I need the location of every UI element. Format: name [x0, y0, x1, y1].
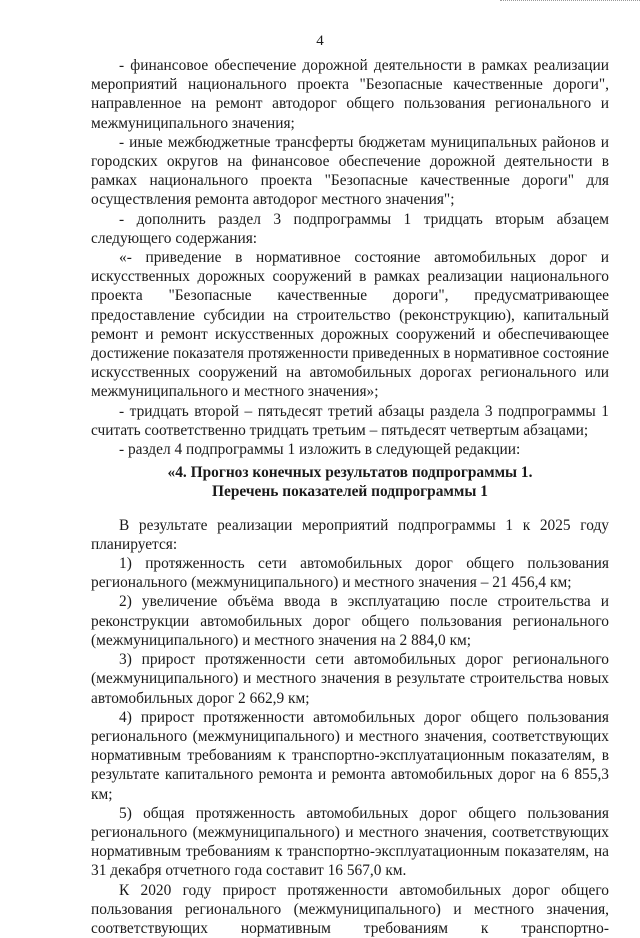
result-item-4: 4) прирост протяженности автомобильных дорог общего пользования регионального (межмуниципального) и местного значения, соответствующих нормативным требованиям к транспортно-эксплуатационным показателям, в результате капитального ремонта и ремонта автомобильных дорог на 6 855,3 км; [91, 708, 609, 803]
paragraph-amend-section-3: - дополнить раздел 3 подпрограммы 1 тридцать вторым абзацем следующего содержания: [91, 210, 609, 247]
document-body [91, 56, 609, 938]
paragraph-section-4-intro: - раздел 4 подпрограммы 1 изложить в следующей редакции: [119, 441, 521, 459]
paragraph-quote-normative-state: «- приведение в нормативное состояние автомобильных дорог и искусственных дорожных сооружений в рамках реализации национального проекта "Безопасные качественные дороги", предусматривающее предоставление субсидии на строительство (реконструкцию), капитальный ремонт и ремонт искусственных дорожных сооружений и обеспечивающее достижение показателя протяженности приведенных в нормативное состояние искусственных сооружений на автомобильных дорогах регионального или межмуниципального и местного значения»; [91, 249, 609, 401]
section-heading-line-1: «4. Прогноз конечных результатов подпрограммы 1. [167, 464, 533, 482]
section-heading-line-2: Перечень показателей подпрограммы 1 [212, 483, 488, 501]
result-item-1: 1) протяженность сети автомобильных дорог общего пользования регионального (межмуниципального) и местного значения – 21 456,4 км; [91, 555, 609, 592]
page-number: 4 [316, 33, 324, 49]
paragraph-2020-growth: К 2020 году прирост протяженности автомобильных дорог общего пользования регионального (межмуниципального) и местного значения, соответствующих нормативным требованиям к транспортно- [91, 881, 609, 937]
paragraph-renumber: - тридцать второй – пятьдесят третий абзацы раздела 3 подпрограммы 1 считать соответственно тридцать третьим – пятьдесят четвертым абзацами; [91, 402, 609, 439]
result-item-5: 5) общая протяженность автомобильных дорог общего пользования регионального (межмуниципального) и местного значения, соответствующих нормативным требованиям к транспортно-эксплуатационным показателям, на 31 декабря отчетного года составит 16 567,0 км. [91, 804, 609, 880]
results-intro: В результате реализации мероприятий подпрограммы 1 к 2025 году планируется: [91, 516, 609, 553]
paragraph-financing-2: - иные межбюджетные трансферты бюджетам муниципальных районов и городских округов на финансовое обеспечение дорожной деятельности в рамках национального проекта "Безопасные качественные дороги" для осуществления ремонта автодорог местного значения"; [91, 133, 609, 209]
corner-mark [500, 0, 640, 5]
paragraph-financing-1: - финансовое обеспечение дорожной деятельности в рамках реализации мероприятий национального проекта "Безопасные качественные дороги", направленное на ремонт автодорог общего пользования регионального и межмуниципального значения; [91, 57, 609, 132]
result-item-3: 3) прирост протяженности сети автомобильных дорог регионального (межмуниципального) и местного значения в результате строительства новых автомобильных дорог 2 662,9 км; [91, 651, 609, 707]
result-item-2: 2) увеличение объёма ввода в эксплуатацию после строительства и реконструкции автомобильных дорог общего пользования регионального (межмуниципального) и местного значения на 2 884,0 км; [91, 593, 609, 649]
